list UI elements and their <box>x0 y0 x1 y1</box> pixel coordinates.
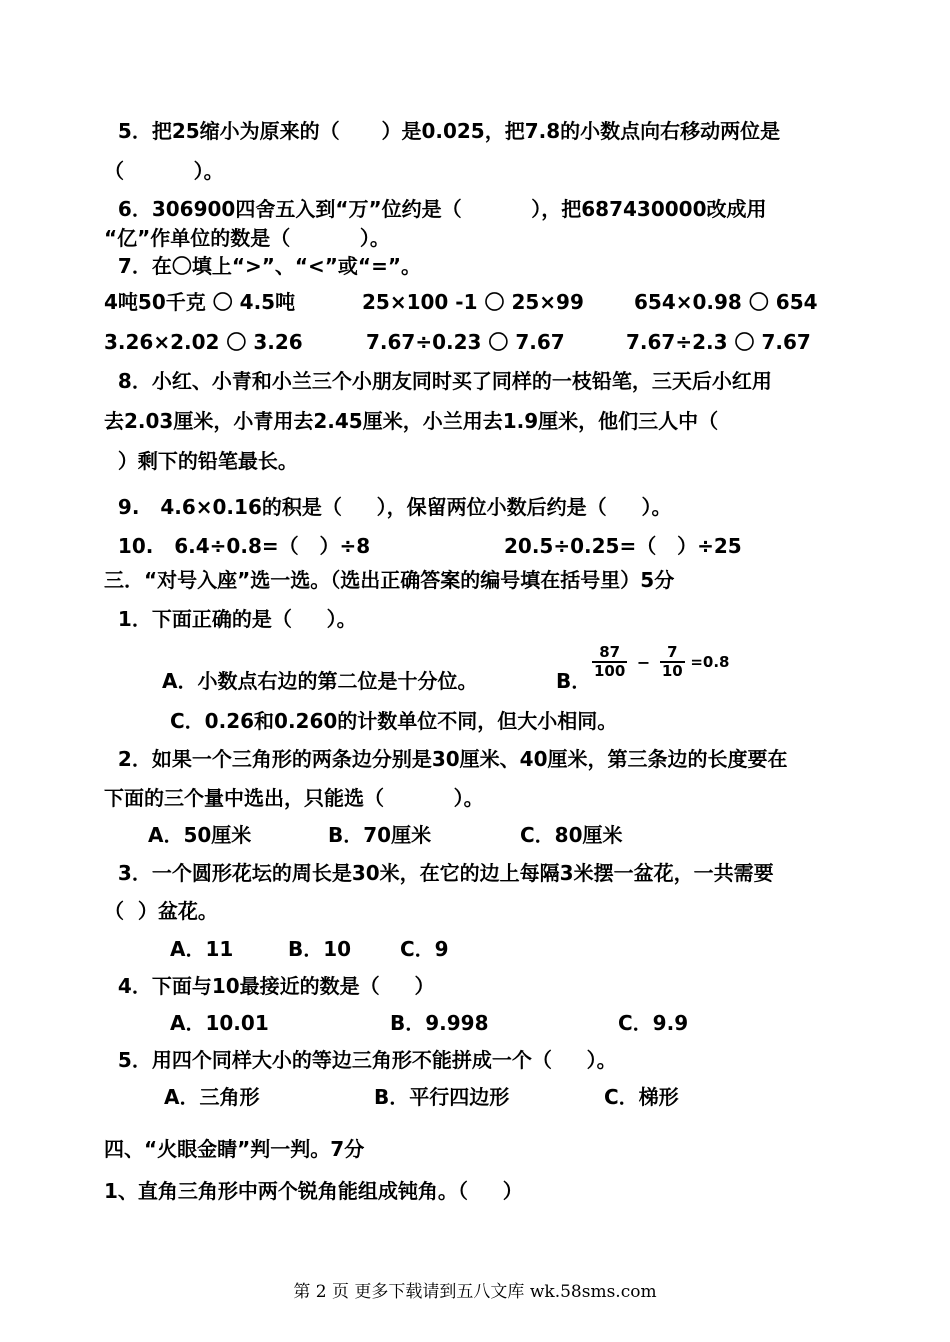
s3-q3-line2: （ ）盆花。 <box>104 899 218 923</box>
s3-q1-optC: C．0.26和0.260的计数单位不同，但大小相同。 <box>170 709 618 733</box>
s3-q5-stem: 5．用四个同样大小的等边三角形不能拼成一个（ ）。 <box>104 1048 617 1072</box>
s3-q2-line1: 2．如果一个三角形的两条边分别是30厘米、40厘米，第三条边的长度要在 <box>104 747 788 771</box>
s3-q4-stem: 4．下面与10最接近的数是（ ） <box>104 974 435 998</box>
s3-q2-line2: 下面的三个量中选出，只能选（ ）。 <box>104 786 484 810</box>
s3-q5-optA: A．三角形 <box>164 1085 260 1109</box>
s3-q3-optB: B．10 <box>288 937 352 961</box>
q8-line3: ）剩下的铅笔最长。 <box>104 449 298 473</box>
q7-row2-a: 3.26×2.02 〇 3.26 <box>104 330 303 354</box>
fraction-numerator: 7 <box>660 644 685 663</box>
q7-row1-b: 25×100 -1 〇 25×99 <box>362 290 584 314</box>
s3-q2-optC: C．80厘米 <box>520 823 623 847</box>
s3-q1-optB-expression <box>592 644 729 680</box>
s3-q3-optC: C．9 <box>400 937 449 961</box>
q8-line1: 8．小红、小青和小兰三个小朋友同时买了同样的一枝铅笔，三天后小红用 <box>104 369 772 393</box>
q9: 9. 4.6×0.16的积是（ ），保留两位小数后约是（ ）。 <box>104 495 672 519</box>
q5-line1: 5．把25缩小为原来的（ ）是0.025，把7.8的小数点向右移动两位是 <box>104 119 781 143</box>
s3-q3-optA: A．11 <box>170 937 234 961</box>
s3-q1-optB-label: B． <box>556 669 592 693</box>
s3-q4-optC: C．9.9 <box>618 1011 689 1035</box>
fraction-87-100 <box>592 644 627 680</box>
q10-left: 10. 6.4÷0.8=（ ）÷8 <box>104 534 371 558</box>
fraction-result: =0.8 <box>690 653 730 671</box>
q7-row1-c: 654×0.98 〇 654 <box>634 290 818 314</box>
q7-title: 7．在〇填上“>”、“<”或“=”。 <box>104 254 421 278</box>
q6-line2: “亿”作单位的数是（ ）。 <box>104 226 390 250</box>
s3-q3-line1: 3．一个圆形花坛的周长是30米，在它的边上每隔3米摆一盆花，一共需要 <box>104 861 774 885</box>
q7-row2-c: 7.67÷2.3 〇 7.67 <box>626 330 811 354</box>
s3-q4-optA: A．10.01 <box>170 1011 269 1035</box>
q5-line2: （ ）。 <box>104 159 224 183</box>
fraction-denominator: 100 <box>594 662 626 680</box>
q8-line2: 去2.03厘米，小青用去2.45厘米，小兰用去1.9厘米，他们三人中（ <box>104 409 719 433</box>
s3-q1-stem: 1．下面正确的是（ ）。 <box>104 607 357 631</box>
section4-heading: 四、“火眼金睛”判一判。7分 <box>104 1137 365 1161</box>
q10-right: 20.5÷0.25=（ ）÷25 <box>504 534 742 558</box>
fraction-numerator: 87 <box>592 644 627 663</box>
q6-line1: 6．306900四舍五入到“万”位约是（ ），把687430000改成用 <box>104 197 767 221</box>
fraction-denominator: 10 <box>661 662 683 680</box>
q7-row1-a: 4吨50千克 〇 4.5吨 <box>104 290 296 314</box>
s3-q5-optC: C．梯形 <box>604 1085 679 1109</box>
minus-sign: − <box>636 652 651 672</box>
s3-q4-optB: B．9.998 <box>390 1011 489 1035</box>
page-footer: 第 2 页 更多下载请到五八文库 wk.58sms.com <box>293 1282 657 1302</box>
fraction-7-10 <box>660 644 685 680</box>
s3-q5-optB: B．平行四边形 <box>374 1085 510 1109</box>
section3-heading: 三．“对号入座”选一选。（选出正确答案的编号填在括号里）5分 <box>104 568 675 592</box>
s3-q2-optA: A．50厘米 <box>148 823 252 847</box>
q7-row2-b: 7.67÷0.23 〇 7.67 <box>366 330 565 354</box>
s3-q1-optA: A．小数点右边的第二位是十分位。 <box>162 669 478 693</box>
s4-q1: 1、直角三角形中两个锐角能组成钝角。（ ） <box>104 1179 523 1203</box>
s3-q2-optB: B．70厘米 <box>328 823 432 847</box>
